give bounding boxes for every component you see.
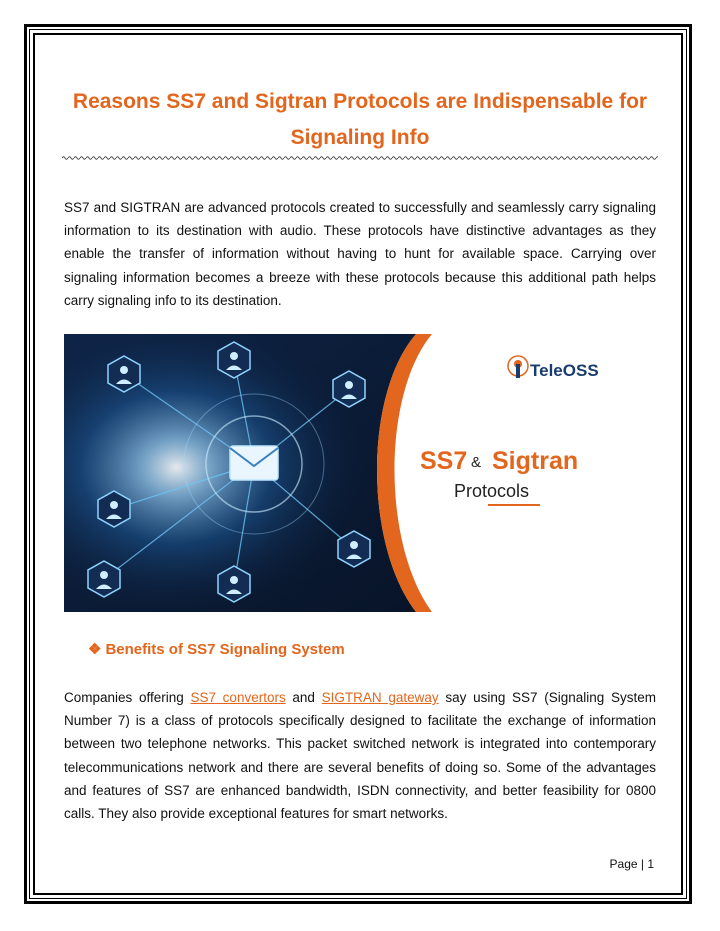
- tilde-divider: [62, 154, 658, 162]
- page-number: Page | 1: [609, 857, 654, 871]
- sigtran-gateway-link[interactable]: SIGTRAN gateway: [321, 690, 439, 705]
- section-heading: [88, 640, 345, 658]
- hero-sigtran-text: Sigtran: [492, 447, 579, 475]
- svg-text:TeleOSS: TeleOSS: [530, 361, 599, 380]
- intro-paragraph: SS7 and SIGTRAN are advanced protocols created to successfully and seamlessly carry signaling information to its destination with audio. These protocols have distinctive advantages as they enable the transfer of information without having to hunt for available space. Carrying over signaling information becomes a breeze with these protocols because this additional path helps carry signaling info to its destination.: [64, 200, 656, 308]
- envelope-icon: [230, 446, 278, 480]
- hero-amp-text: &: [471, 454, 482, 471]
- section-heading-text: Benefits of SS7 Signaling System: [105, 641, 345, 658]
- ss7-sigtran-banner: [64, 334, 656, 612]
- benefits-paragraph: [64, 686, 656, 825]
- document-title: Reasons SS7 and Sigtran Protocols are Indispensable for Signaling Info: [72, 90, 648, 149]
- diamond-bullet-icon: ❖: [88, 641, 102, 658]
- hero-protocols-text: Protocols: [454, 481, 530, 501]
- benefits-text-end: say using SS7 (Signaling System Number 7) is a class of protocols specifically designed to facilitate the exchange of information between two telephone networks. This packet switched network is integrated into contemporary telecommunications network and there are several benefits of doing so. Some of the advantages and features of SS7 are enhanced bandwidth, ISDN connectivity, and better feasibility for 0800 calls. They also provide exceptional features for smart networks.: [64, 690, 656, 822]
- hero-ss7-text: SS7: [420, 447, 468, 475]
- ss7-convertors-link[interactable]: SS7 convertors: [190, 690, 286, 705]
- benefits-text-start: Companies offering: [64, 690, 191, 705]
- hero-image: [64, 334, 656, 612]
- benefits-text-join: and: [285, 690, 322, 705]
- teleoss-logo: [508, 356, 599, 380]
